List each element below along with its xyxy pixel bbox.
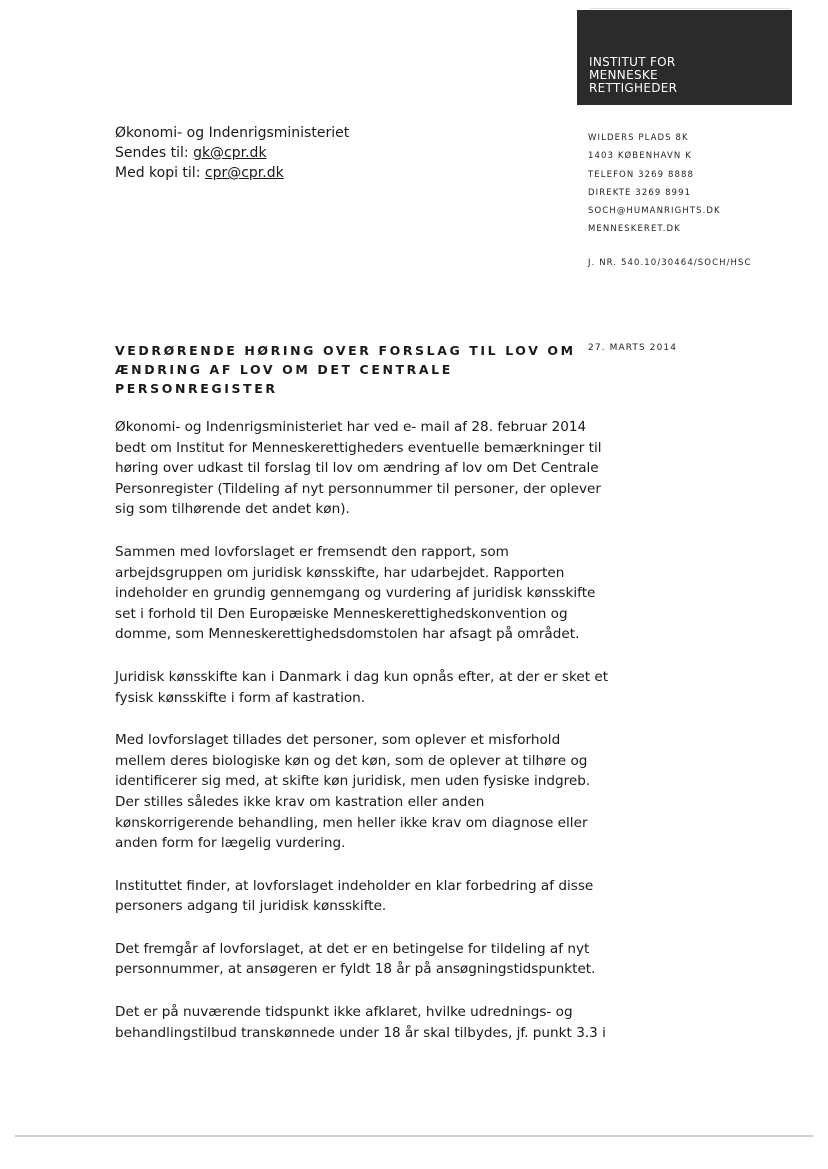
paragraph-line: Det er på nuværende tidspunkt ikke afklaret, hvilke udrednings- og xyxy=(115,1004,573,1021)
paragraph-line: Der stilles således ikke krav om kastration eller anden xyxy=(115,793,485,810)
body-paragraph xyxy=(115,876,594,917)
body-paragraph xyxy=(115,542,596,645)
paragraph-line: Instituttet finder, at lovforslaget indeholder en klar forbedring af disse xyxy=(115,877,594,894)
sender-city: 1403 KØBENHAVN K xyxy=(588,151,692,162)
paragraph-line: kønskorrigerende behandling, men heller ikke krav om diagnose eller xyxy=(115,814,588,831)
logo-line-1: INSTITUT FOR xyxy=(589,55,676,69)
cc-email-link[interactable]: cpr@cpr.dk xyxy=(204,165,284,181)
body-paragraph xyxy=(115,1002,606,1043)
paragraph-line: Økonomi- og Indenrigsministeriet har ved e- mail af 28. februar 2014 xyxy=(115,419,587,435)
cc-label: Med kopi til: xyxy=(115,165,205,181)
logo-line-2: MENNESKE xyxy=(589,68,658,82)
body-paragraph xyxy=(115,939,596,980)
sender-address-block xyxy=(588,129,721,239)
paragraph-line: Med lovforslaget tillades det personer, som oplever et misforhold xyxy=(115,732,561,749)
paragraph-line: bedt om Institut for Menneskerettigheders eventuelle bemærkninger til xyxy=(115,439,602,456)
sender-phone: TELEFON 3269 8888 xyxy=(588,169,694,180)
paragraph-line: identificerer sig med, at skifte køn juridisk, men uden fysiske indgreb. xyxy=(115,773,591,790)
send-to-row xyxy=(115,143,349,163)
scan-edge-bottom xyxy=(15,1135,813,1137)
paragraph-line: personnummer, at ansøgeren er fyldt 18 år på ansøgningstidspunktet. xyxy=(115,961,596,978)
paragraph-line: fysisk kønsskifte i form af kastration. xyxy=(115,689,366,706)
body-paragraph xyxy=(115,730,591,854)
paragraph-line: sig som tilhørende det andet køn). xyxy=(115,501,350,518)
body-paragraph xyxy=(115,417,602,520)
paragraph-line: behandlingstilbud transkønnede under 18 år skal tilbydes, jf. punkt 3.3 i xyxy=(115,1024,606,1041)
paragraph-line: Personregister (Tildeling af nyt personnummer til personer, der oplever xyxy=(115,480,601,497)
institute-logo xyxy=(577,10,792,105)
letter-heading xyxy=(115,341,575,398)
journal-number: J. NR. 540.10/30464/SOCH/HSC xyxy=(588,258,752,268)
recipient-block xyxy=(115,123,349,183)
paragraph-line: domme, som Menneskerettighedsdomstolen har afsagt på området. xyxy=(115,626,580,643)
letter-date: 27. MARTS 2014 xyxy=(588,343,678,353)
heading-line: ÆNDRING AF LOV OM DET CENTRALE xyxy=(115,362,453,377)
paragraph-line: indeholder en grundig gennemgang og vurdering af juridisk kønsskifte xyxy=(115,585,596,602)
send-to-label: Sendes til: xyxy=(115,145,194,161)
paragraph-line: set i forhold til Den Europæiske Menneskerettighedskonvention og xyxy=(115,605,568,622)
letter-body xyxy=(115,417,609,1065)
paragraph-line: mellem deres biologiske køn og det køn, som de oplever at tilhøre og xyxy=(115,752,588,769)
heading-line: PERSONREGISTER xyxy=(115,381,278,396)
paragraph-line: Juridisk kønsskifte kan i Danmark i dag kun opnås efter, at der er sket et xyxy=(115,668,609,685)
recipient-name: Økonomi- og Indenrigsministeriet xyxy=(115,125,350,141)
sender-direct-phone: DIREKTE 3269 8991 xyxy=(588,187,692,198)
cc-row xyxy=(115,163,349,183)
body-paragraph xyxy=(115,667,609,708)
scan-edge-top xyxy=(590,8,790,9)
paragraph-line: personers adgang til juridisk kønsskifte. xyxy=(115,898,387,915)
sender-email: SOCH@HUMANRIGHTS.DK xyxy=(588,206,721,217)
send-to-email-link[interactable]: gk@cpr.dk xyxy=(193,145,267,161)
paragraph-line: Sammen med lovforslaget er fremsendt den rapport, som xyxy=(115,543,509,560)
paragraph-line: Det fremgår af lovforslaget, at det er en betingelse for tildeling af nyt xyxy=(115,940,590,957)
paragraph-line: arbejdsgruppen om juridisk kønsskifte, har udarbejdet. Rapporten xyxy=(115,564,565,581)
sender-website: MENNESKERET.DK xyxy=(588,224,681,235)
paragraph-line: anden form for lægelig vurdering. xyxy=(115,835,346,852)
logo-line-3: RETTIGHEDER xyxy=(589,81,678,95)
heading-line: VEDRØRENDE HØRING OVER FORSLAG TIL LOV OM xyxy=(115,343,576,358)
paragraph-line: høring over udkast til forslag til lov om ændring af lov om Det Centrale xyxy=(115,460,599,477)
sender-street: WILDERS PLADS 8K xyxy=(588,133,689,143)
